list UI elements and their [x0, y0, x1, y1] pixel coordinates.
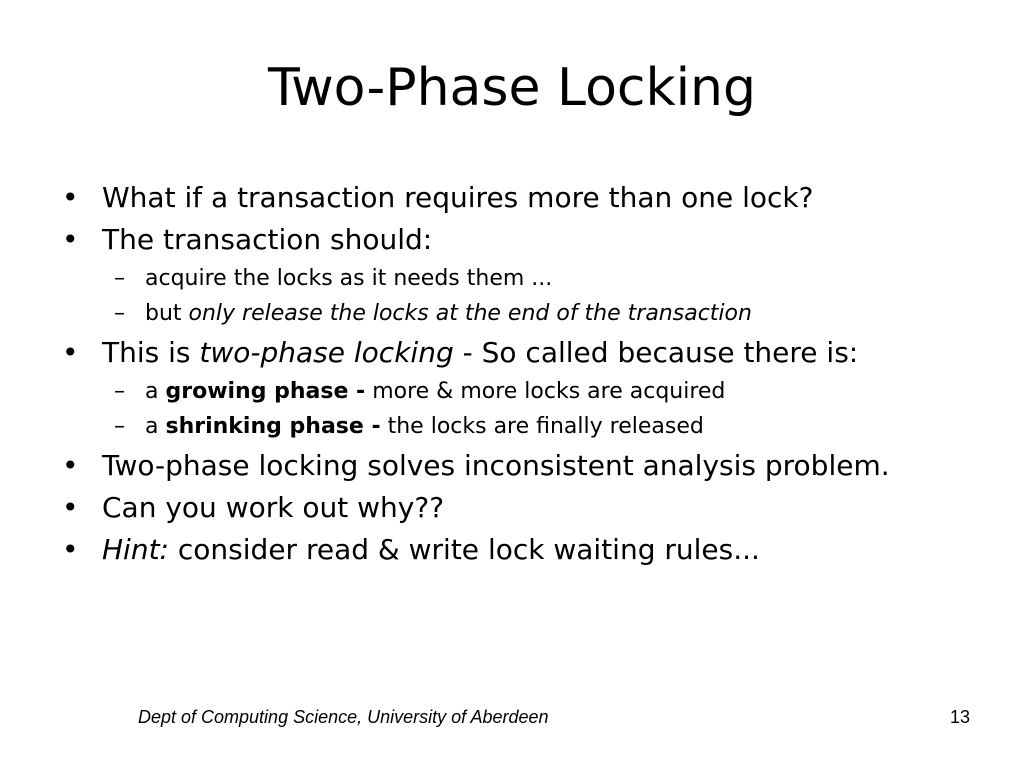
sub-bullet-bold: growing phase -	[165, 379, 366, 404]
bullet-text: What if a transaction requires more than one lock?	[102, 181, 814, 214]
sub-bullet-list	[62, 377, 962, 442]
bullet-item	[62, 448, 962, 483]
sub-bullet-item	[62, 377, 962, 407]
sub-bullet-group	[62, 264, 962, 329]
bullet-text: Two-phase locking solves inconsistent analysis problem.	[102, 449, 890, 482]
sub-bullet-group	[62, 377, 962, 442]
bullet-list	[62, 180, 962, 574]
footer-department: Dept of Computing Science, University of Aberdeen	[138, 707, 549, 727]
bullet-marker: •	[62, 336, 79, 369]
bullet-marker: •	[62, 449, 79, 482]
sub-bullet-text: acquire the locks as it needs them ...	[145, 266, 553, 291]
bullet-item	[62, 335, 962, 370]
bullet-marker: •	[62, 491, 79, 524]
sub-bullet-marker: –	[114, 301, 125, 326]
bullet-text: The transaction should:	[102, 223, 433, 256]
sub-bullet-marker: –	[114, 379, 125, 404]
bullet-suffix: consider read & write lock waiting rules...	[169, 533, 760, 566]
bullet-prefix: This is	[102, 336, 200, 369]
sub-bullet-italic: only release the locks at the end of the transaction	[188, 301, 752, 326]
bullet-item	[62, 180, 962, 215]
bullet-text: Can you work out why??	[102, 491, 445, 524]
sub-bullet-item	[62, 264, 962, 294]
sub-bullet-bold: shrinking phase -	[165, 414, 381, 439]
sub-bullet-item	[62, 299, 962, 329]
sub-bullet-item	[62, 412, 962, 442]
bullet-suffix: - So called because there is:	[453, 336, 859, 369]
sub-bullet-list	[62, 264, 962, 329]
bullet-marker: •	[62, 533, 79, 566]
bullet-italic: two-phase locking	[199, 336, 454, 369]
sub-bullet-prefix: a	[145, 414, 166, 439]
sub-bullet-prefix: a	[145, 379, 166, 404]
sub-bullet-prefix: but	[145, 301, 189, 326]
footer-page-number: 13	[949, 707, 970, 727]
bullet-marker: •	[62, 181, 79, 214]
slide-title: Two-Phase Locking	[267, 58, 756, 118]
bullet-italic: Hint:	[102, 533, 169, 566]
bullet-marker: •	[62, 223, 79, 256]
sub-bullet-marker: –	[114, 266, 125, 291]
bullet-item	[62, 222, 962, 257]
sub-bullet-marker: –	[114, 414, 125, 439]
bullet-item	[62, 490, 962, 525]
sub-bullet-suffix: the locks are finally released	[380, 414, 704, 439]
bullet-item	[62, 532, 962, 567]
sub-bullet-suffix: more & more locks are acquired	[365, 379, 726, 404]
